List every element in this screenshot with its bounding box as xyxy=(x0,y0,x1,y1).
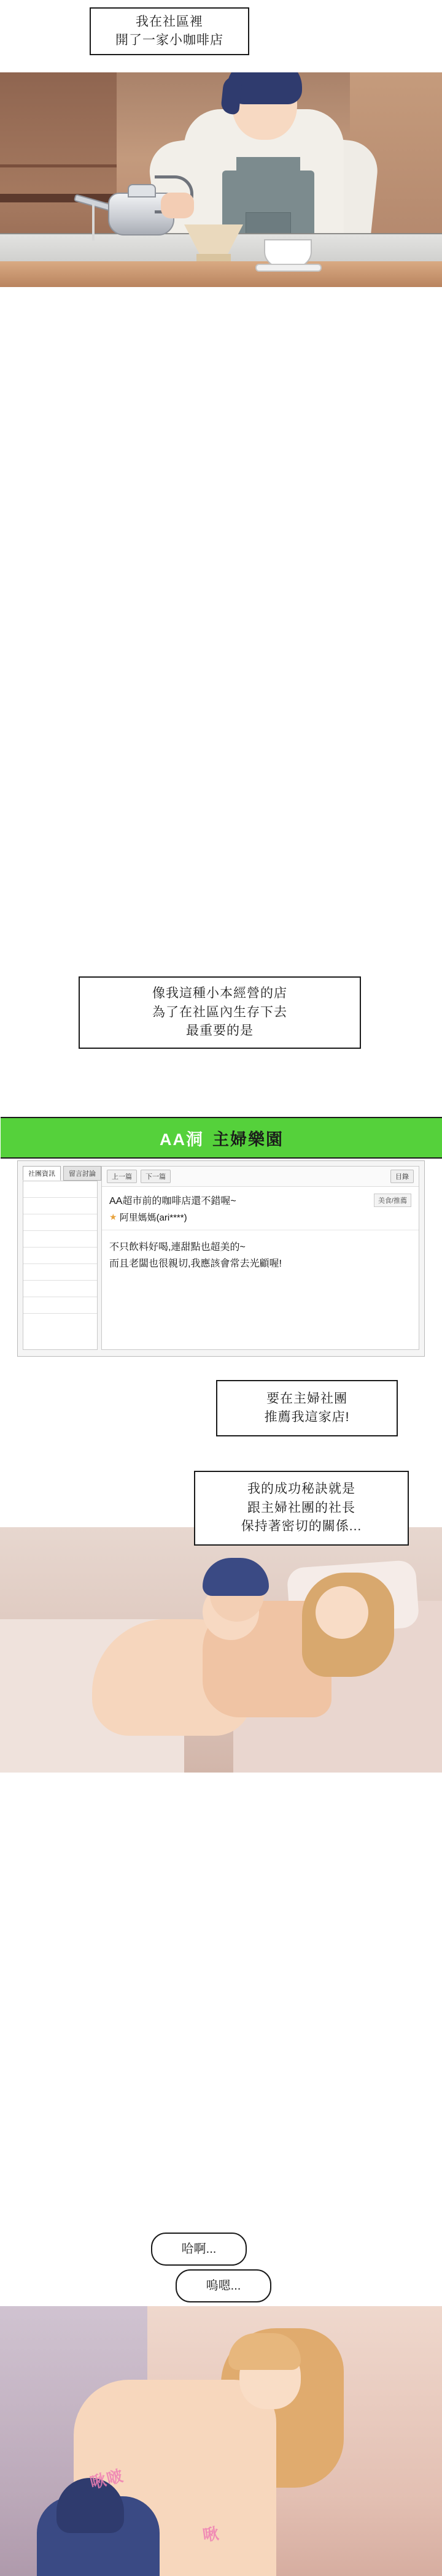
cup-saucer xyxy=(255,264,322,272)
water-stream xyxy=(92,204,95,240)
post-list-button[interactable]: 目錄 xyxy=(390,1170,414,1183)
narration-line: 跟主婦社團的社長 xyxy=(247,1500,355,1515)
panel-coffee-shop xyxy=(0,72,442,287)
figure-head-c xyxy=(316,1586,368,1639)
narration-line: 我的成功秘訣就是 xyxy=(247,1482,355,1497)
narration-box-3 xyxy=(194,1471,409,1546)
narration-box-1 xyxy=(90,7,249,55)
speech-bubble-haa xyxy=(151,2233,247,2266)
panel-bedroom-2 xyxy=(0,2306,442,2576)
prev-post-button[interactable]: 上一篇 xyxy=(107,1170,137,1183)
speech-box-recommend xyxy=(216,1380,398,1436)
forum-nav xyxy=(102,1167,419,1187)
narration-line: 最重要的是 xyxy=(186,1024,254,1038)
post-body xyxy=(102,1230,419,1281)
sfx-text-2: 啾 xyxy=(201,2524,222,2545)
next-post-button[interactable]: 下一篇 xyxy=(141,1170,171,1183)
post-category-badge[interactable]: 美食/推薦 xyxy=(374,1194,411,1207)
wall-trim xyxy=(0,164,117,167)
dripper-base xyxy=(196,254,231,261)
sidebar-row[interactable] xyxy=(23,1264,97,1281)
sidebar-row[interactable] xyxy=(23,1198,97,1214)
narration-line: 像我這種小本經營的店 xyxy=(152,986,287,1001)
speech-line: 推薦我這家店! xyxy=(264,1410,350,1424)
counter-front xyxy=(0,261,442,287)
sidebar-row[interactable] xyxy=(23,1281,97,1297)
panel-bedroom-1 xyxy=(0,1527,442,1773)
forum-tabs[interactable] xyxy=(23,1166,101,1181)
post-title: AA超市前的咖啡店還不錯喔~ xyxy=(109,1196,236,1206)
narration-line: 保持著密切的關係... xyxy=(241,1519,362,1534)
barista-hand xyxy=(161,193,194,218)
tab-community-info[interactable]: 社團資訊 xyxy=(23,1166,61,1181)
figure-hair-front xyxy=(228,2333,301,2370)
sidebar-row[interactable] xyxy=(23,1231,97,1248)
sfx-text-1: 啾啵 xyxy=(88,2466,126,2493)
narration-box-2 xyxy=(79,976,361,1049)
banner-title-rest: 主婦樂園 xyxy=(212,1130,284,1149)
forum-main xyxy=(101,1166,419,1350)
figure-hair-b xyxy=(203,1558,269,1596)
speech-bubble-ung xyxy=(176,2269,271,2302)
speech-line: 要在主婦社團 xyxy=(266,1391,347,1406)
sidebar-row[interactable] xyxy=(23,1297,97,1314)
narration-line: 我在社區裡 xyxy=(136,14,203,29)
sidebar-row[interactable] xyxy=(23,1181,97,1198)
post-author[interactable]: 阿里媽媽(ari****) xyxy=(119,1213,187,1223)
narration-line: 開了一家小咖啡店 xyxy=(115,33,223,47)
narration-line: 為了在社區內生存下去 xyxy=(152,1005,287,1019)
banner-title-highlight: AA洞 xyxy=(160,1130,204,1149)
tab-comments[interactable]: 留言討論 xyxy=(63,1166,101,1181)
forum-window[interactable] xyxy=(17,1130,425,1357)
post-body-line: 不只飲料好喝,連甜點也超美的~ xyxy=(109,1242,246,1252)
post-body-line: 而且老闆也很親切,我應該會常去光顧喔! xyxy=(109,1259,282,1270)
sidebar-row[interactable] xyxy=(23,1214,97,1231)
post-title-row xyxy=(102,1187,419,1209)
forum-banner xyxy=(1,1117,442,1159)
sidebar-row[interactable] xyxy=(23,1248,97,1264)
bubble-text: 哈啊... xyxy=(181,2242,217,2256)
kettle-lid xyxy=(128,184,156,197)
bubble-text: 嗚嗯... xyxy=(206,2279,241,2293)
post-author-row xyxy=(102,1209,419,1230)
star-icon: ★ xyxy=(109,1212,117,1222)
forum-sidebar[interactable] xyxy=(23,1181,98,1350)
